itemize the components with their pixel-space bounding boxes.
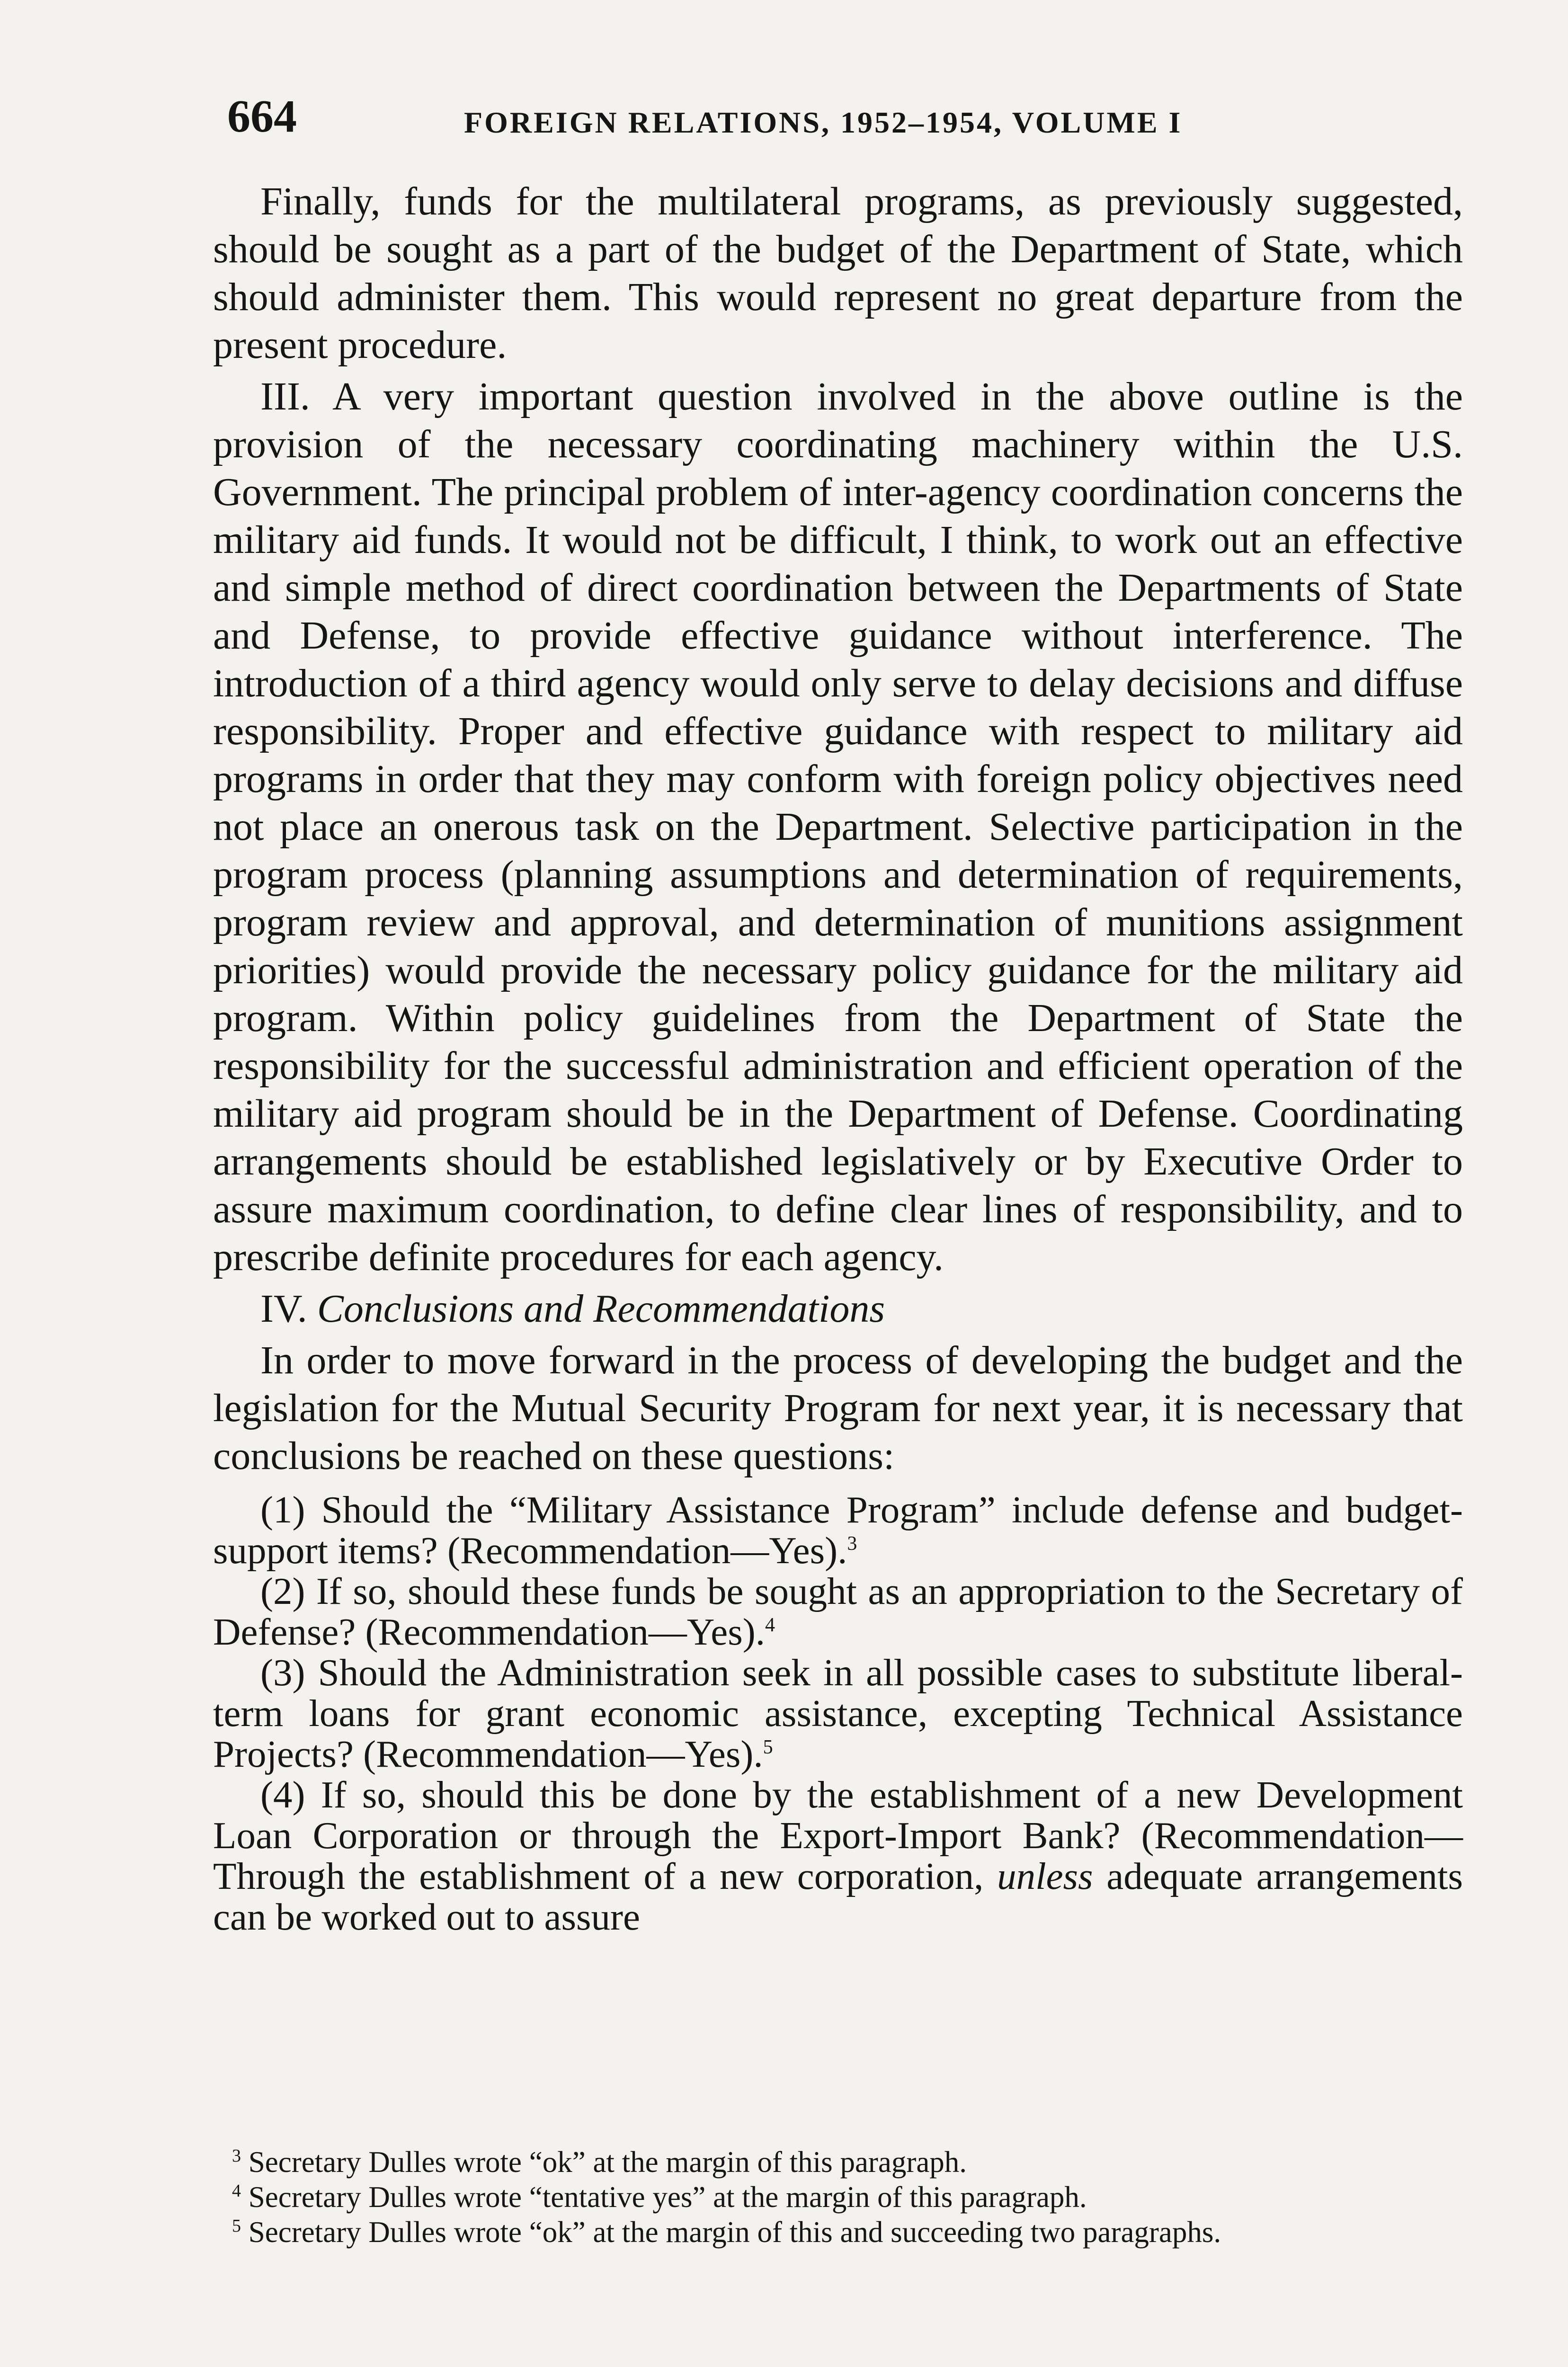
question-4-text-end: adequate arrangements can be worked out to assure bbox=[213, 1855, 1463, 1938]
body-text bbox=[213, 178, 1463, 1937]
question-2 bbox=[213, 1571, 1463, 1652]
footnote-5-text: Secretary Dulles wrote “ok” at the margin of this and succeeding two paragraphs. bbox=[248, 2216, 1221, 2249]
question-4-text-start: (4) If so, should this be done by the establishment of a new Development Loan Corporation or through the Export-Import Bank? (Recommendation—Through the establishment of a new corporation, bbox=[213, 1773, 1463, 1897]
question-2-text: (2) If so, should these funds be sought as an appropriation to the Secretary of Defense? (Recommendation—Yes). bbox=[213, 1570, 1463, 1653]
footnote-4 bbox=[213, 2180, 1444, 2215]
paragraph-funds-multilateral: Finally, funds for the multilateral programs, as previously suggested, should be sought as a part of the budget of the Department of State, which should administer them. This would represent no great departure from the present procedure. bbox=[213, 179, 1463, 367]
footnote-5-mark: 5 bbox=[232, 2216, 241, 2236]
page-header bbox=[227, 90, 1477, 161]
question-3-text: (3) Should the Administration seek in all possible cases to substitute liberal-term loans for grant economic assistance, excepting Technical Assistance Projects? (Recommendation—Yes). bbox=[213, 1651, 1463, 1775]
footnote-ref-3: 3 bbox=[847, 1533, 857, 1555]
question-4 bbox=[213, 1774, 1463, 1937]
footnote-ref-4: 4 bbox=[765, 1614, 775, 1636]
question-1 bbox=[213, 1489, 1463, 1571]
page-number: 664 bbox=[227, 91, 297, 142]
footnote-4-text: Secretary Dulles wrote “tentative yes” at the margin of this paragraph. bbox=[248, 2180, 1087, 2214]
question-4-emphasis: unless bbox=[997, 1855, 1093, 1897]
footnote-3-mark: 3 bbox=[232, 2146, 241, 2166]
footnote-3-text: Secretary Dulles wrote “ok” at the margin of this paragraph. bbox=[248, 2145, 967, 2179]
question-list bbox=[213, 1489, 1463, 1937]
footnote-3 bbox=[213, 2145, 1444, 2180]
footnote-5 bbox=[213, 2215, 1444, 2250]
footnote-ref-5: 5 bbox=[763, 1736, 773, 1758]
footnote-4-mark: 4 bbox=[232, 2181, 241, 2201]
question-3 bbox=[213, 1652, 1463, 1774]
footnotes bbox=[213, 2145, 1444, 2250]
section-numeral: IV. bbox=[260, 1287, 307, 1331]
running-head: FOREIGN RELATIONS, 1952–1954, VOLUME I bbox=[464, 106, 1183, 139]
paragraph-conclusions-intro: In order to move forward in the process of developing the budget and the legislation for the Mutual Security Program for next year, it is necessary that conclusions be reached on these questions: bbox=[213, 1338, 1463, 1478]
section-title: Conclusions and Recommendations bbox=[317, 1287, 885, 1331]
paragraph-coordinating-machinery: III. A very important question involved in the above outline is the provision of the necessary coordinating machinery within the U.S. Government. The principal problem of inter-agency coordination concerns the military aid funds. It would not be difficult, I think, to work out an effective and simple method of direct coordination between the Departments of State and Defense, to provide effective guidance without interference. The introduction of a third agency would only serve to delay decisions and diffuse responsibility. Proper and effective guidance with respect to military aid programs in order that they may conform with foreign policy objectives need not place an onerous task on the Department. Selective participation in the program process (planning assumptions and determination of requirements, program review and approval, and determination of munitions assignment priorities) would provide the necessary policy guidance for the military aid program. Within policy guidelines from the Department of State the responsibility for the successful administration and efficient operation of the military aid program should be in the Department of Defense. Coordinating arrangements should be established legislatively or by Executive Order to assure maximum coordination, to define clear lines of responsibility, and to prescribe definite procedures for each agency. bbox=[213, 374, 1463, 1279]
section-heading bbox=[213, 1285, 1463, 1333]
question-1-text: (1) Should the “Military Assistance Program” include defense and budget-support items? (Recommendation—Yes). bbox=[213, 1488, 1463, 1572]
